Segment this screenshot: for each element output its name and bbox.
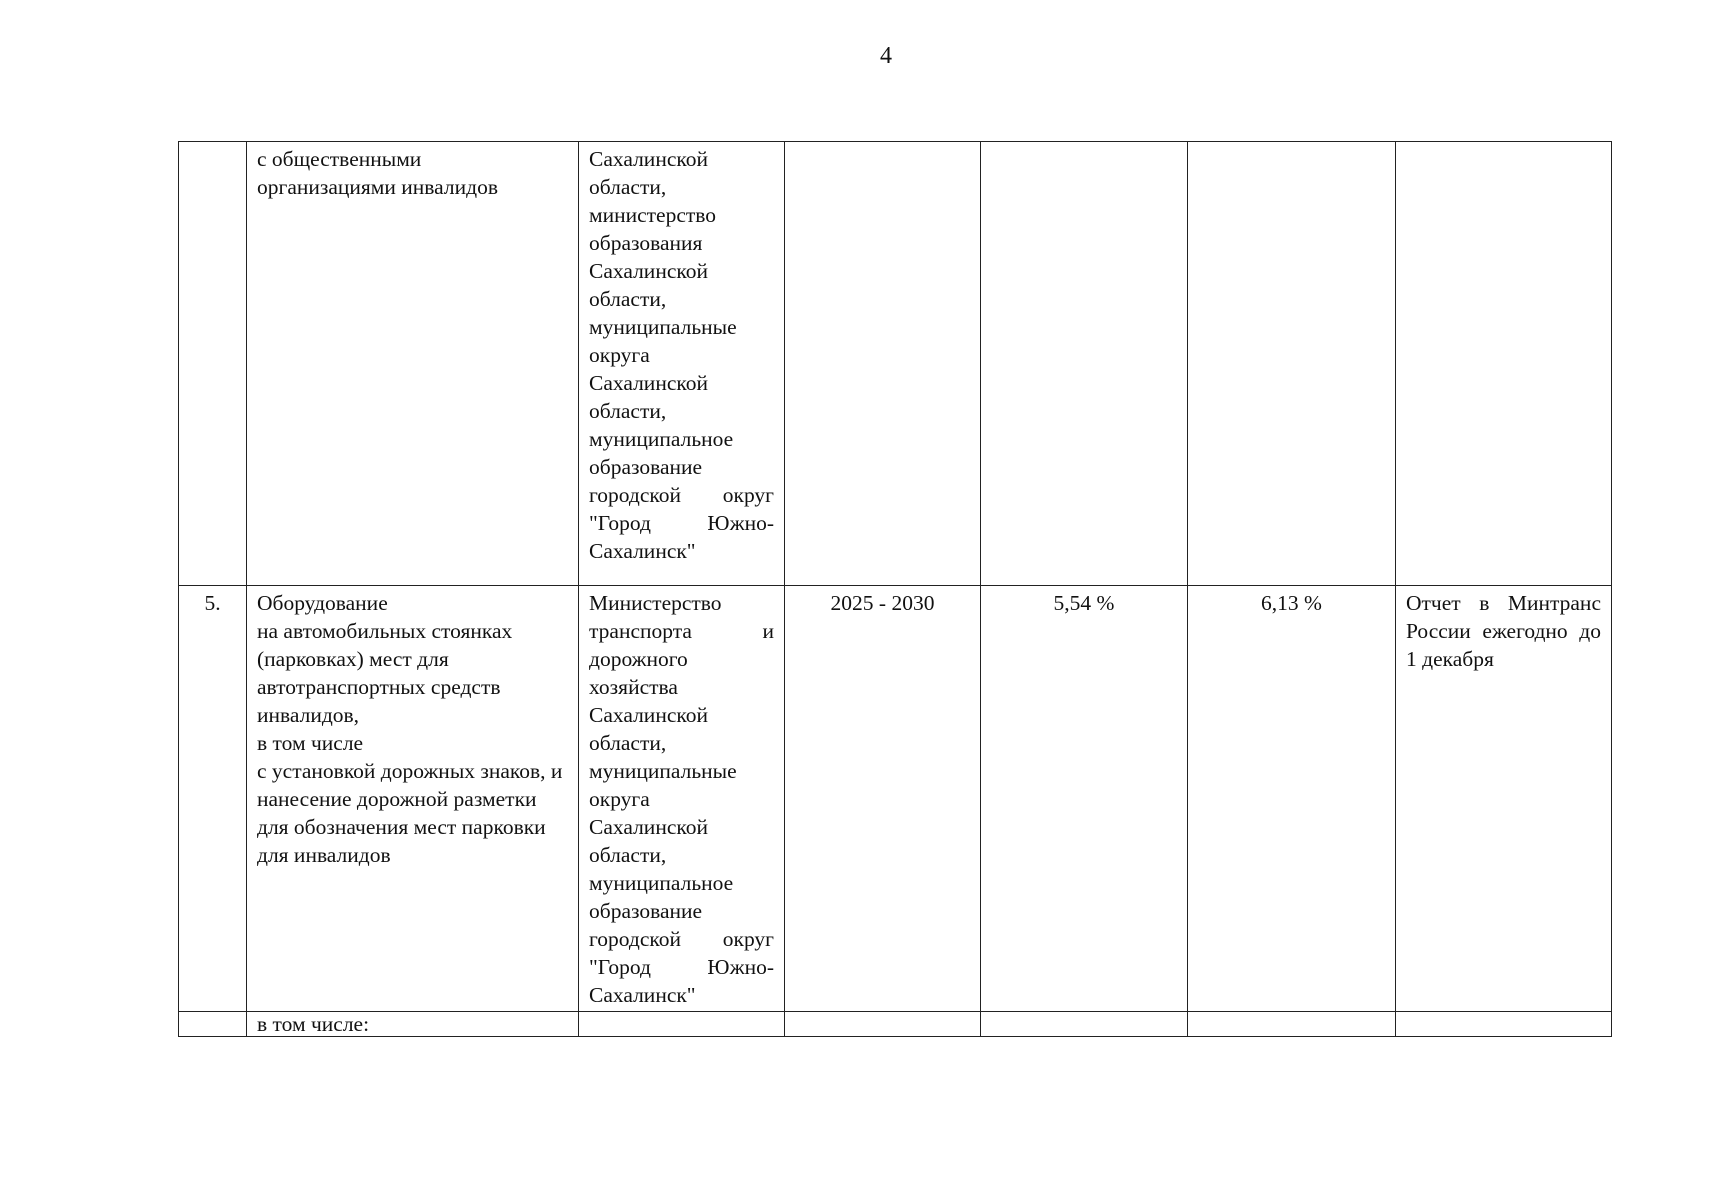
- report-cell: [1396, 1012, 1612, 1037]
- term-cell: [785, 1012, 981, 1037]
- term-cell: [785, 142, 981, 586]
- term-cell: 2025 - 2030: [785, 586, 981, 1012]
- page-number: 4: [880, 43, 892, 69]
- table-row: [179, 586, 1612, 1012]
- row-number-cell: [179, 1012, 247, 1037]
- measures-table: [178, 141, 1612, 1037]
- value-1-cell: [981, 1012, 1188, 1037]
- executor-cell: [579, 1012, 785, 1037]
- report-cell: [1396, 142, 1612, 586]
- report-cell: Отчет в Минтранс России ежегодно до 1 декабря: [1396, 586, 1612, 1012]
- measure-name-cell: в том числе:: [247, 1012, 579, 1037]
- measure-name-cell: Оборудование на автомобильных стоянках (парковках) мест для автотранспортных средств инвалидов, в том числе с установкой дорожных знаков, и нанесение дорожной разметки для обозначения мест парковки для инвалидов: [247, 586, 579, 1012]
- executor-cell: Министерство транспорта и дорожного хозяйства Сахалинской области, муниципальные округа Сахалинской области, муниципальное образование городской округ "Город Южно-Сахалинск": [579, 586, 785, 1012]
- value-2-cell: 6,13 %: [1188, 586, 1396, 1012]
- value-2-cell: [1188, 1012, 1396, 1037]
- measure-name-cell: с общественными организациями инвалидов: [247, 142, 579, 586]
- table-row: [179, 142, 1612, 586]
- value-2-cell: [1188, 142, 1396, 586]
- executor-cell: Сахалинской области, министерство образования Сахалинской области, муниципальные округа Сахалинской области, муниципальное образование городской округ "Город Южно-Сахалинск": [579, 142, 785, 586]
- row-number-cell: 5.: [179, 586, 247, 1012]
- row-number-cell: [179, 142, 247, 586]
- table-row: [179, 1012, 1612, 1037]
- value-1-cell: 5,54 %: [981, 586, 1188, 1012]
- value-1-cell: [981, 142, 1188, 586]
